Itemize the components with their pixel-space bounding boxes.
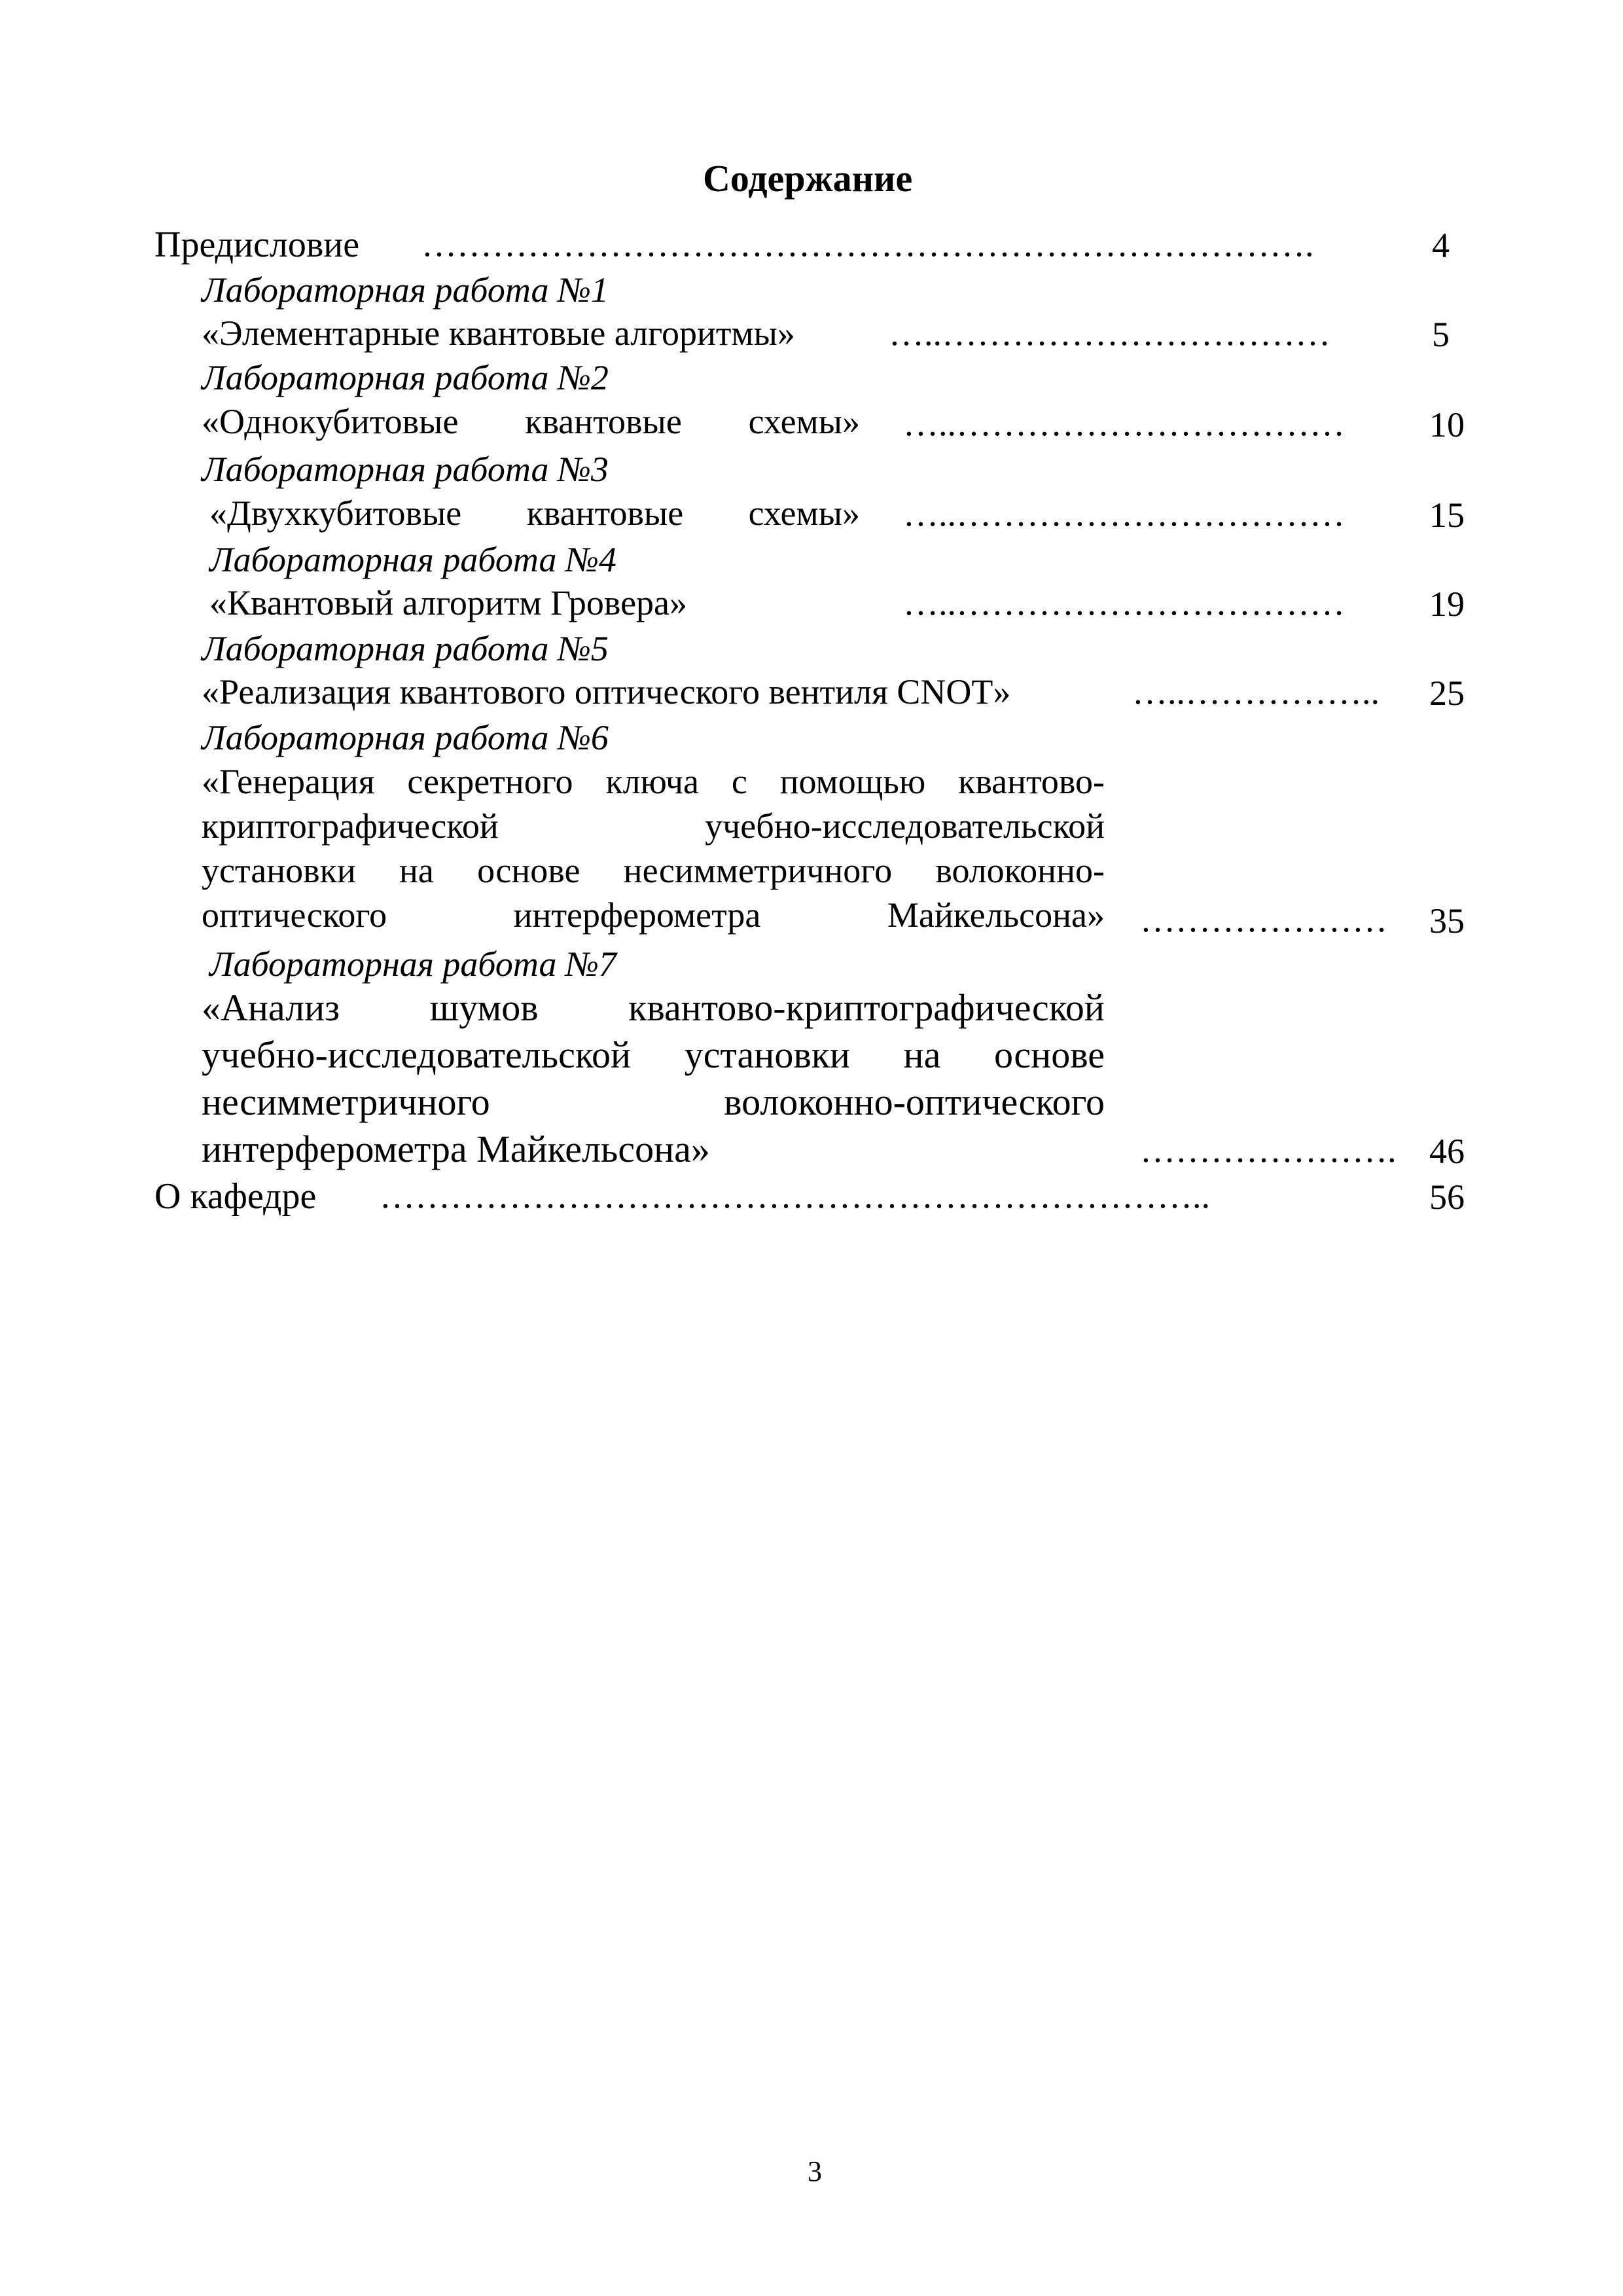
title-word: основе	[477, 851, 580, 890]
lab-7-heading: Лабораторная работа №7	[209, 944, 616, 984]
lab-1-dots: …..……………………………	[889, 314, 1330, 353]
about-page: 56	[1429, 1177, 1465, 1217]
title-word: помощью	[779, 762, 926, 801]
lab-6-title-line	[202, 759, 1105, 804]
lab-2-title-word: схемы»	[748, 402, 860, 441]
lab-4-heading: Лабораторная работа №4	[209, 540, 616, 579]
lab-7-title-line	[202, 1031, 1105, 1079]
title-word: установки	[684, 1033, 850, 1076]
lab-4-dots: …..……………………………	[903, 583, 1345, 622]
lab-1-page: 5	[1432, 315, 1450, 354]
lab-3-heading: Лабораторная работа №3	[202, 450, 609, 489]
title-word: квантово-	[958, 762, 1105, 801]
lab-7-title-line	[202, 1079, 1105, 1126]
lab-3-dots: …..……………………………	[903, 494, 1345, 533]
title-word: оптического	[202, 895, 387, 935]
about-label: О кафедре	[154, 1176, 317, 1217]
lab-2-title	[202, 399, 860, 444]
title-word: на	[399, 851, 434, 890]
lab-3-title	[209, 491, 860, 535]
title-word: ключа	[605, 762, 699, 801]
title-word: «Анализ	[202, 986, 340, 1029]
lab-6-title-line	[202, 804, 1105, 848]
toc-title: Содержание	[703, 157, 913, 200]
lab-3-title-word: «Двухкубитовые	[209, 493, 462, 533]
title-word: криптографической	[202, 806, 499, 846]
lab-6-dots: …………………	[1140, 900, 1387, 939]
lab-7-title-line	[202, 1126, 1105, 1173]
lab-3-title-word: схемы»	[748, 493, 860, 533]
title-word: Майкельсона»	[887, 895, 1105, 935]
lab-3-page: 15	[1429, 495, 1465, 535]
lab-7-page: 46	[1429, 1132, 1465, 1171]
lab-7-dots: ………………….	[1140, 1130, 1397, 1170]
preface-page: 4	[1432, 226, 1450, 265]
preface-label: Предисловие	[154, 224, 360, 265]
lab-2-dots: …..……………………………	[903, 404, 1345, 443]
lab-5-title: «Реализация квантового оптического вентиля CNOT»	[202, 672, 1011, 711]
title-word: «Генерация	[202, 762, 375, 801]
preface-dots: ………………………………………………………………….	[421, 224, 1314, 264]
lab-2-page: 10	[1429, 405, 1465, 444]
title-word: с	[731, 762, 747, 801]
lab-6-heading: Лабораторная работа №6	[202, 718, 609, 757]
lab-7-title	[202, 984, 1105, 1173]
title-word: интерферометра	[513, 895, 761, 935]
title-word: несимметричного	[202, 1081, 490, 1123]
lab-5-dots: …..……………..	[1132, 672, 1380, 711]
lab-6-title-line	[202, 893, 1105, 937]
lab-2-heading: Лабораторная работа №2	[202, 358, 609, 397]
lab-6-title	[202, 759, 1105, 937]
title-word: установки	[202, 851, 356, 890]
title-word: квантово-криптографической	[628, 986, 1105, 1029]
title-word: на	[903, 1033, 941, 1076]
title-word: волоконно-	[935, 851, 1105, 890]
lab-1-heading: Лабораторная работа №1	[202, 270, 609, 310]
lab-6-page: 35	[1429, 901, 1465, 941]
lab-3-title-word: квантовые	[526, 493, 684, 533]
title-word: основе	[993, 1033, 1105, 1076]
lab-6-title-line	[202, 848, 1105, 893]
lab-4-page: 19	[1429, 584, 1465, 624]
title-word: интерферометра Майкельсона»	[202, 1128, 710, 1170]
lab-2-title-word: квантовые	[525, 402, 682, 441]
lab-5-page: 25	[1429, 673, 1465, 713]
lab-4-title: «Квантовый алгоритм Гровера»	[209, 583, 688, 622]
lab-5-heading: Лабораторная работа №5	[202, 629, 609, 668]
lab-1-title: «Элементарные квантовые алгоритмы»	[202, 314, 795, 353]
title-word: секретного	[407, 762, 573, 801]
title-word: волоконно-оптического	[724, 1081, 1105, 1123]
title-word: несимметричного	[623, 851, 893, 890]
title-word: шумов	[429, 986, 539, 1029]
title-word: учебно-исследовательской	[705, 806, 1105, 846]
lab-7-title-line	[202, 984, 1105, 1031]
title-word: учебно-исследовательской	[202, 1033, 632, 1076]
lab-2-title-word: «Однокубитовые	[202, 402, 459, 441]
page-number: 3	[808, 2155, 822, 2187]
about-dots: ……………………………………………………………..	[380, 1176, 1210, 1215]
